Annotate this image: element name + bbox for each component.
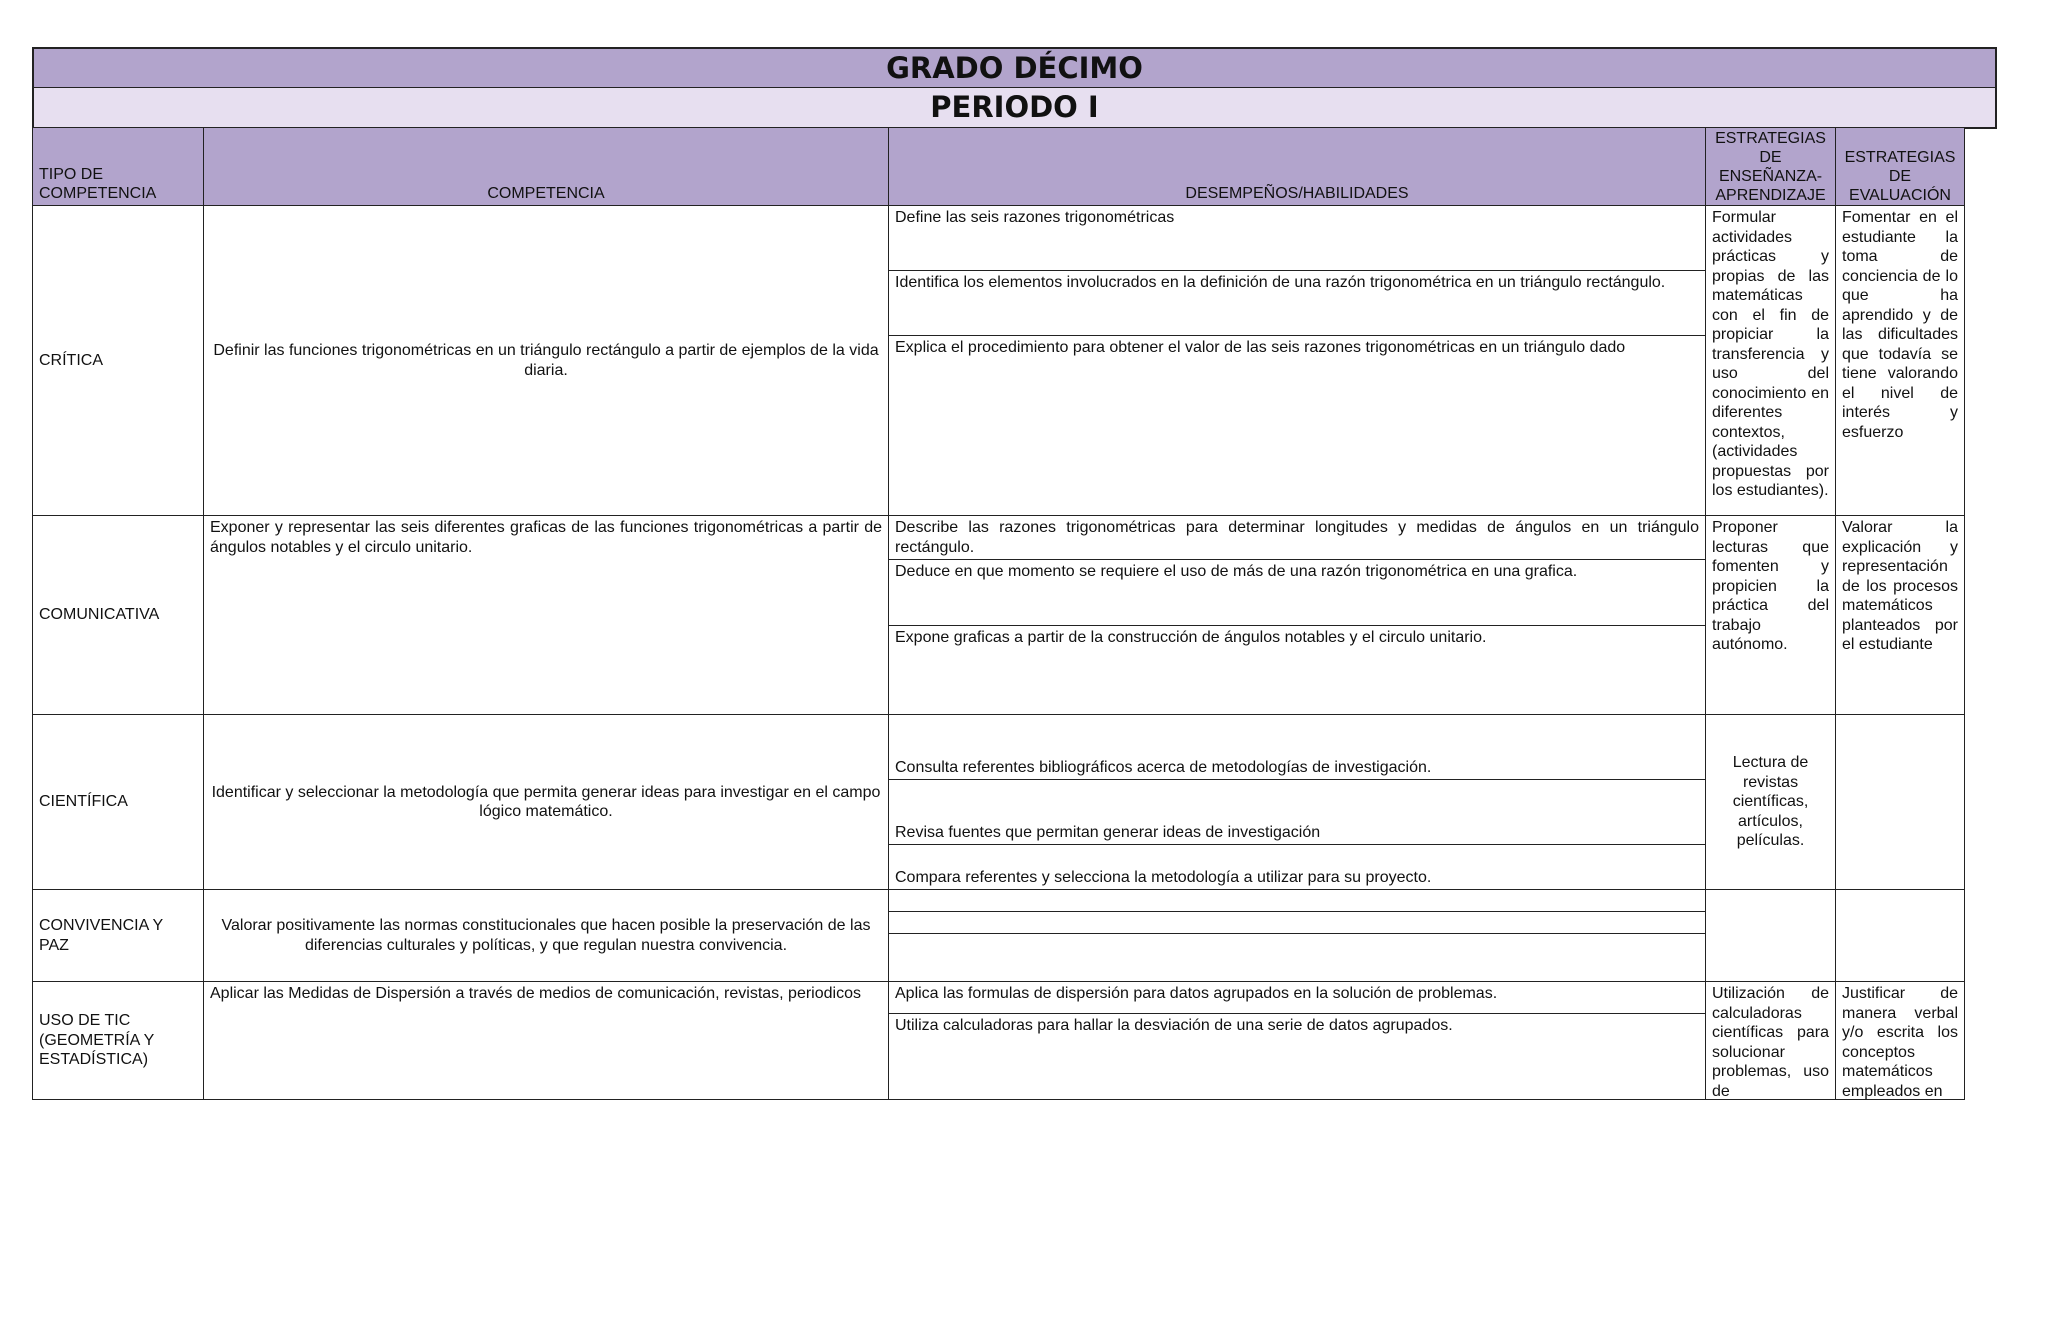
evaluacion-text: Valorar la explicación y representación de los procesos matemáticos planteados por el estudiante [1835, 515, 1965, 715]
curriculum-table [32, 47, 1999, 1098]
evaluacion-text: Justificar de manera verbal y/o escrita los conceptos matemáticos empleados en [1835, 981, 1965, 1100]
row-competencia: Valorar positivamente las normas constitucionales que hacen posible la preservación de las diferencias culturales y políticas, y que regulan nuestra convivencia. [203, 889, 889, 982]
row-competencia: Aplicar las Medidas de Dispersión a través de medios de comunicación, revistas, periodicos [203, 981, 889, 1100]
row-competencia: Exponer y representar las seis diferentes graficas de las funciones trigonométricas a partir de ángulos notables y el circulo unitario. [203, 515, 889, 715]
header-competencia: COMPETENCIA [203, 127, 889, 206]
desempeno-item: Identifica los elementos involucrados en la definición de una razón trigonométrica en un triángulo rectángulo. [888, 270, 1706, 336]
table-subtitle: PERIODO I [32, 87, 1997, 129]
header-tipo: TIPO DE COMPETENCIA [32, 127, 204, 206]
desempeno-item: Revisa fuentes que permitan generar ideas de investigación [888, 779, 1706, 845]
evaluacion-text: Fomentar en el estudiante la toma de conciencia de lo que ha aprendido y de las dificultades que todavía se tiene valorando el nivel de interés y esfuerzo [1835, 205, 1965, 516]
table-title: GRADO DÉCIMO [32, 47, 1997, 89]
ensenanza-text: Lectura de revistas científicas, artículos, películas. [1705, 714, 1836, 890]
desempeno-item: Aplica las formulas de dispersión para datos agrupados en la solución de problemas. [888, 981, 1706, 1014]
desempeno-item: Explica el procedimiento para obtener el valor de las seis razones trigonométricas en un triángulo dado [888, 335, 1706, 516]
row-tipo: CONVIVENCIA Y PAZ [32, 889, 204, 982]
desempeno-item [888, 889, 1706, 912]
desempeno-item: Expone graficas a partir de la construcción de ángulos notables y el circulo unitario. [888, 625, 1706, 715]
evaluacion-text [1835, 889, 1965, 982]
desempeno-item [888, 911, 1706, 934]
row-competencia: Identificar y seleccionar la metodología que permita generar ideas para investigar en el campo lógico matemático. [203, 714, 889, 890]
row-tipo: COMUNICATIVA [32, 515, 204, 715]
ensenanza-text: Formular actividades prácticas y propias de las matemáticas con el fin de propiciar la transferencia y uso del conocimiento en diferentes contextos, (actividades propuestas por los estudiantes). [1705, 205, 1836, 516]
desempeno-item: Compara referentes y selecciona la metodología a utilizar para su proyecto. [888, 844, 1706, 890]
evaluacion-text [1835, 714, 1965, 890]
ensenanza-text: Utilización de calculadoras científicas para solucionar problemas, uso de [1705, 981, 1836, 1100]
row-competencia: Definir las funciones trigonométricas en un triángulo rectángulo a partir de ejemplos de la vida diaria. [203, 205, 889, 516]
header-desempenos: DESEMPEÑOS/HABILIDADES [888, 127, 1706, 206]
ensenanza-text [1705, 889, 1836, 982]
desempeno-item: Describe las razones trigonométricas para determinar longitudes y medidas de ángulos en un triángulo rectángulo. [888, 515, 1706, 560]
desempeno-item [888, 933, 1706, 982]
row-tipo: CRÍTICA [32, 205, 204, 516]
header-evaluacion: ESTRATEGIAS DE EVALUACIÓN [1835, 127, 1965, 206]
desempeno-item: Deduce en que momento se requiere el uso de más de una razón trigonométrica en una grafica. [888, 559, 1706, 626]
desempeno-item: Define las seis razones trigonométricas [888, 205, 1706, 271]
row-tipo: CIENTÍFICA [32, 714, 204, 890]
desempeno-item: Utiliza calculadoras para hallar la desviación de una serie de datos agrupados. [888, 1013, 1706, 1100]
desempeno-item: Consulta referentes bibliográficos acerca de metodologías de investigación. [888, 714, 1706, 780]
header-ensenanza: ESTRATEGIAS DE ENSEÑANZA-APRENDIZAJE [1705, 127, 1836, 206]
ensenanza-text: Proponer lecturas que fomenten y propicien la práctica del trabajo autónomo. [1705, 515, 1836, 715]
row-tipo: USO DE TIC (GEOMETRÍA Y ESTADÍSTICA) [32, 981, 204, 1100]
